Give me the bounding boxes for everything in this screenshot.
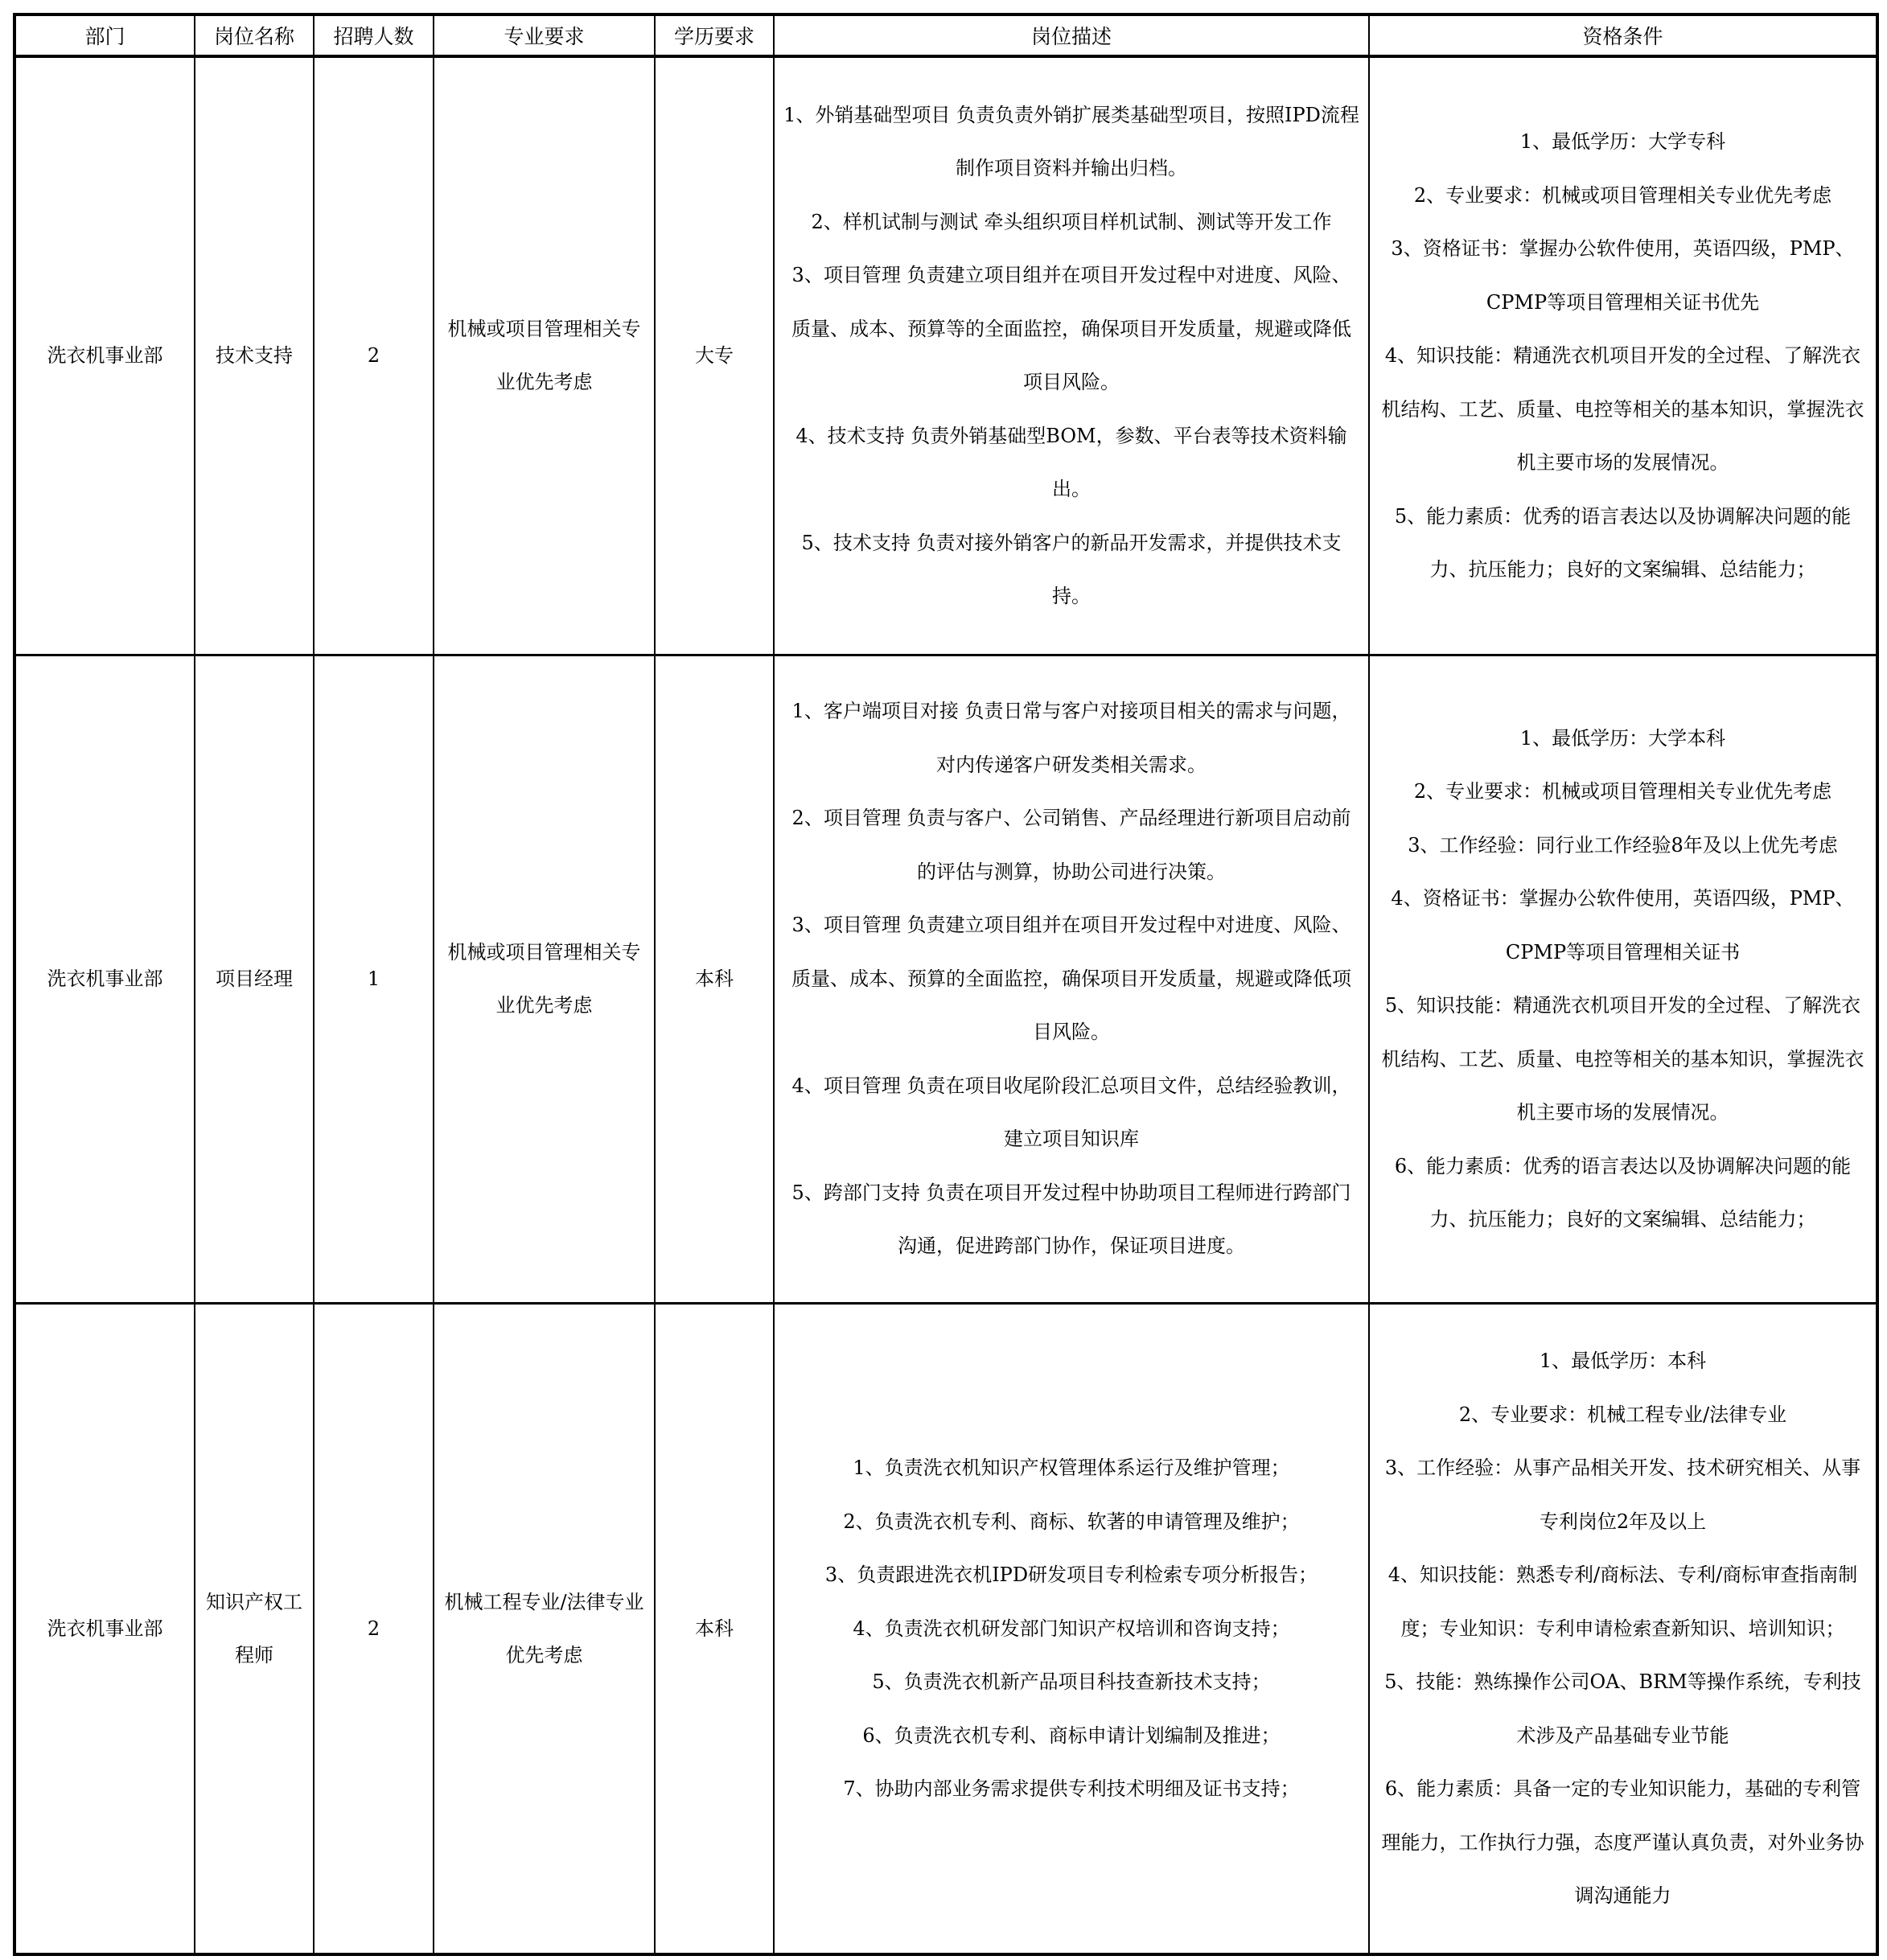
cell-qualifications: [1369, 56, 1877, 655]
qualification-item: 3、工作经验：同行业工作经验8年及以上优先考虑: [1408, 833, 1838, 857]
cell-headcount: 1: [314, 655, 434, 1303]
cell-headcount: 2: [314, 56, 434, 655]
qualification-item: 2、专业要求：机械或项目管理相关专业优先考虑: [1413, 780, 1832, 803]
header-major: 专业要求: [434, 14, 655, 56]
description-item: 4、负责洗衣机研发部门知识产权培训和咨询支持；: [853, 1617, 1290, 1640]
cell-position: 知识产权工程师: [195, 1303, 314, 1954]
table-header-row: [14, 14, 1877, 56]
qualification-item: 2、专业要求：机械或项目管理相关专业优先考虑: [1413, 183, 1832, 207]
cell-headcount: 2: [314, 1303, 434, 1954]
qualification-item: 4、知识技能：精通洗衣机项目开发的全过程、了解洗衣机结构、工艺、质量、电控等相关的基本知识，掌握洗衣机主要市场的发展情况。: [1381, 344, 1864, 474]
table-row: [14, 655, 1877, 1303]
cell-department: 洗衣机事业部: [14, 655, 195, 1303]
cell-major: 机械工程专业/法律专业优先考虑: [434, 1303, 655, 1954]
header-education: 学历要求: [655, 14, 774, 56]
qualification-item: 1、最低学历：大学专科: [1519, 130, 1726, 153]
description-item: 3、负责跟进洗衣机IPD研发项目专利检索专项分析报告；: [824, 1563, 1318, 1586]
qualification-item: 1、最低学历：本科: [1539, 1350, 1707, 1372]
header-description: 岗位描述: [774, 14, 1369, 56]
qualification-item: 5、能力素质：优秀的语言表达以及协调解决问题的能力、抗压能力；良好的文案编辑、总结能力；: [1394, 504, 1852, 581]
description-item: 1、负责洗衣机知识产权管理体系运行及维护管理；: [853, 1457, 1290, 1479]
description-item: 3、项目管理 负责建立项目组并在项目开发过程中对进度、风险、质量、成本、预算的全面监控，确保项目开发质量，规避或降低项目风险。: [791, 914, 1351, 1044]
qualification-item: 2、专业要求：机械工程专业/法律专业: [1458, 1403, 1787, 1426]
header-position: 岗位名称: [195, 14, 314, 56]
description-item: 2、项目管理 负责与客户、公司销售、产品经理进行新项目启动前的评估与测算，协助公司进行决策。: [791, 807, 1351, 883]
qualification-item: 5、技能：熟练操作公司OA、BRM等操作系统，专利技术涉及产品基础专业节能: [1384, 1670, 1861, 1747]
table-row: [14, 1303, 1877, 1954]
cell-department: 洗衣机事业部: [14, 1303, 195, 1954]
description-item: 5、负责洗衣机新产品项目科技查新技术支持；: [872, 1670, 1271, 1693]
qualification-item: 1、最低学历：大学本科: [1519, 726, 1726, 750]
description-item: 5、跨部门支持 负责在项目开发过程中协助项目工程师进行跨部门沟通，促进跨部门协作，保证项目进度。: [791, 1181, 1351, 1258]
description-item: 5、技术支持 负责对接外销客户的新品开发需求，并提供技术支持。: [801, 531, 1342, 608]
cell-education: 大专: [655, 56, 774, 655]
header-department: 部门: [14, 14, 195, 56]
cell-qualifications: [1369, 1303, 1877, 1954]
qualification-item: 3、工作经验：从事产品相关开发、技术研究相关、从事专利岗位2年及以上: [1384, 1457, 1861, 1533]
cell-department: 洗衣机事业部: [14, 56, 195, 655]
description-item: 4、项目管理 负责在项目收尾阶段汇总项目文件，总结经验教训，建立项目知识库: [791, 1074, 1351, 1151]
description-item: 4、技术支持 负责外销基础型BOM，参数、平台表等技术资料输出。: [796, 424, 1347, 501]
cell-position: 项目经理: [195, 655, 314, 1303]
cell-major: 机械或项目管理相关专业优先考虑: [434, 56, 655, 655]
description-item: 2、样机试制与测试 牵头组织项目样机试制、测试等开发工作: [811, 210, 1332, 233]
qualification-item: 6、能力素质：优秀的语言表达以及协调解决问题的能力、抗压能力；良好的文案编辑、总结能力；: [1394, 1154, 1852, 1231]
qualification-item: 4、知识技能：熟悉专利/商标法、专利/商标审查指南制度；专业知识：专利申请检索查新知识、培训知识；: [1388, 1563, 1858, 1640]
cell-major: 机械或项目管理相关专业优先考虑: [434, 655, 655, 1303]
cell-description: [774, 56, 1369, 655]
description-item: 7、协助内部业务需求提供专利技术明细及证书支持；: [843, 1777, 1300, 1800]
table-row: [14, 56, 1877, 655]
description-item: 6、负责洗衣机专利、商标申请计划编制及推进；: [862, 1724, 1281, 1747]
cell-position: 技术支持: [195, 56, 314, 655]
cell-description: [774, 1303, 1369, 1954]
cell-description: [774, 655, 1369, 1303]
cell-education: 本科: [655, 1303, 774, 1954]
header-headcount: 招聘人数: [314, 14, 434, 56]
cell-education: 本科: [655, 655, 774, 1303]
description-item: 1、客户端项目对接 负责日常与客户对接项目相关的需求与问题，对内传递客户研发类相关需求。: [791, 700, 1351, 776]
qualification-item: 5、知识技能：精通洗衣机项目开发的全过程、了解洗衣机结构、工艺、质量、电控等相关的基本知识，掌握洗衣机主要市场的发展情况。: [1381, 994, 1864, 1124]
description-item: 3、项目管理 负责建立项目组并在项目开发过程中对进度、风险、质量、成本、预算等的全面监控，确保项目开发质量，规避或降低项目风险。: [791, 264, 1351, 394]
description-item: 2、负责洗衣机专利、商标、软著的申请管理及维护；: [843, 1510, 1300, 1533]
description-item: 1、外销基础型项目 负责负责外销扩展类基础型项目，按照IPD流程制作项目资料并输出归档。: [783, 103, 1359, 180]
qualification-item: 4、资格证书：掌握办公软件使用，英语四级，PMP、CPMP等项目管理相关证书: [1391, 887, 1855, 964]
cell-qualifications: [1369, 655, 1877, 1303]
job-openings-table: [13, 13, 1879, 1956]
qualification-item: 6、能力素质：具备一定的专业知识能力，基础的专利管理能力，工作执行力强，态度严谨认真负责，对外业务协调沟通能力: [1381, 1777, 1864, 1907]
qualification-item: 3、资格证书：掌握办公软件使用，英语四级，PMP、CPMP等项目管理相关证书优先: [1391, 237, 1855, 314]
header-qualifications: 资格条件: [1369, 14, 1877, 56]
